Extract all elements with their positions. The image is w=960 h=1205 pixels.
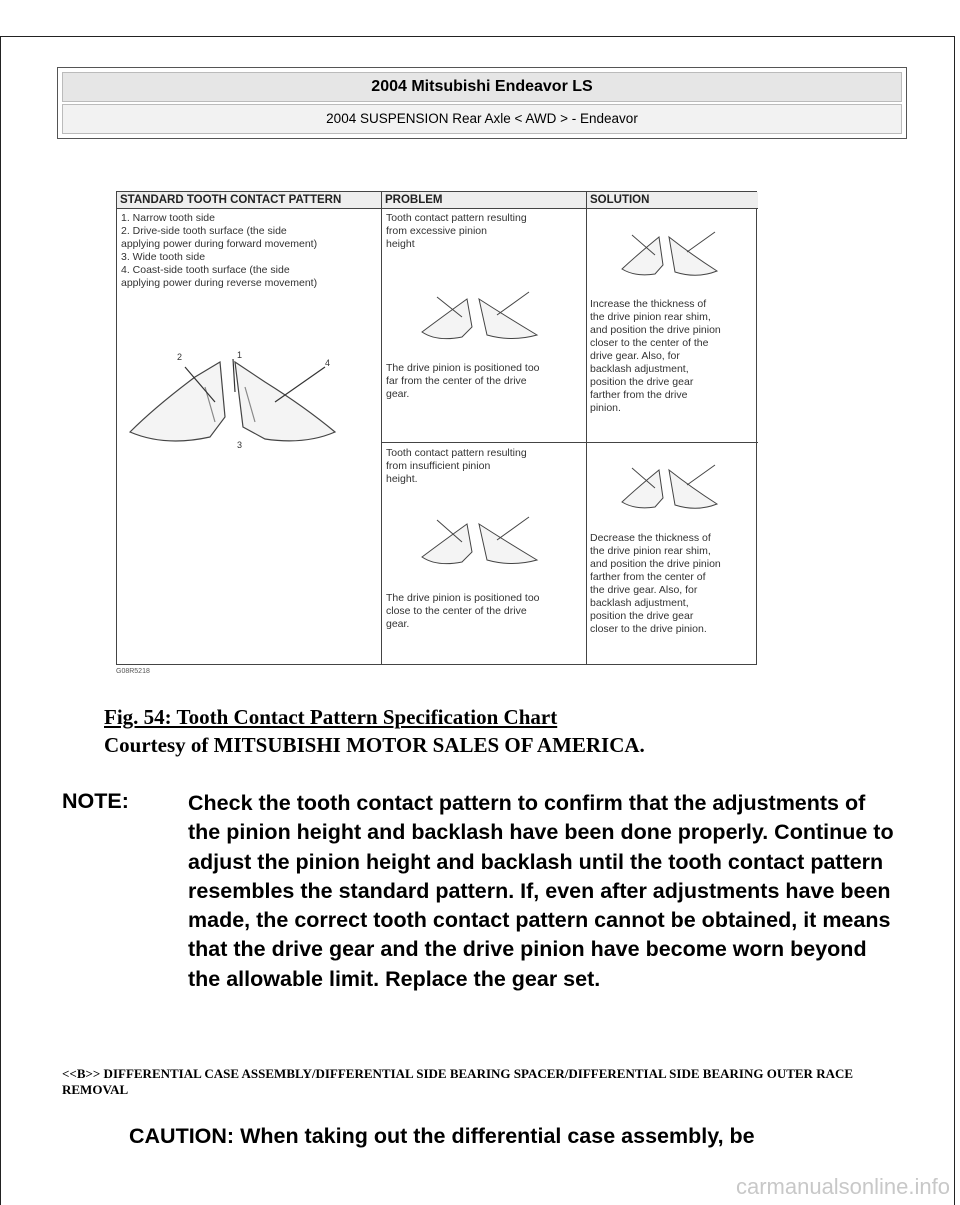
vehicle-title: 2004 Mitsubishi Endeavor LS — [62, 72, 902, 102]
note-text: Check the tooth contact pattern to confirm that the adjustments of the pinion height and backlash have been done properly. Continue to adjust the pinion height and backlash until the tooth contact pattern resembles the standard pattern. If, even after adjustments have been made, the correct tooth contact pattern cannot be obtained, it means that the drive gear and the drive pinion have become worn beyond the allowable limit. Replace the gear set. — [188, 791, 894, 991]
column-header-problem: PROBLEM — [382, 192, 587, 209]
problem-1-description: The drive pinion is positioned too far from the center of the drive gear. — [386, 362, 540, 400]
note-label: NOTE: — [62, 789, 129, 813]
watermark: carmanualsonline.info — [735, 1174, 950, 1199]
column-divider — [586, 192, 587, 664]
figure-courtesy: Courtesy of MITSUBISHI MOTOR SALES OF AMERICA. — [104, 733, 645, 757]
figure-caption-link[interactable]: Fig. 54: Tooth Contact Pattern Specification Chart — [104, 705, 558, 729]
callout-1: 1 — [237, 350, 243, 360]
document-header — [57, 67, 907, 139]
caution-text: CAUTION: When taking out the differential case assembly, be — [129, 1124, 755, 1148]
callout-4: 4 — [325, 358, 331, 368]
row-divider — [382, 442, 758, 443]
solution-1-text: Increase the thickness of the drive pinion rear shim, and position the drive pinion closer to the center of the drive gear. Also, for backlash adjustment, position the drive gear farther from the drive pinion. — [590, 298, 721, 414]
column-divider — [381, 192, 382, 664]
solution-1-tooth-diagram — [617, 227, 727, 282]
column-header-standard: STANDARD TOOTH CONTACT PATTERN — [117, 192, 382, 209]
column-header-solution: SOLUTION — [587, 192, 758, 209]
solution-2-text: Decrease the thickness of the drive pinion rear shim, and position the drive pinion farther from the center of the drive gear. Also, for backlash adjustment, position the drive gear closer to the drive pinion. — [590, 532, 721, 635]
tooth-contact-chart — [116, 191, 757, 665]
problem-2-heading: Tooth contact pattern resulting from insufficient pinion height. — [386, 447, 527, 485]
callout-3: 3 — [237, 440, 243, 450]
problem-1-tooth-diagram — [417, 287, 547, 347]
section-path: 2004 SUSPENSION Rear Axle < AWD > - Endeavor — [62, 104, 902, 134]
standard-pattern-legend: 1. Narrow tooth side 2. Drive-side tooth surface (the side applying power during forward movement) 3. Wide tooth side 4. Coast-side tooth surface (the side applying power during reverse movement) — [121, 212, 318, 289]
standard-tooth-diagram — [125, 347, 345, 457]
problem-2-tooth-diagram — [417, 512, 547, 572]
problem-1-heading: Tooth contact pattern resulting from excessive pinion height — [386, 212, 527, 250]
callout-2: 2 — [177, 352, 183, 362]
figure-code: G08R5218 — [116, 668, 150, 675]
solution-2-tooth-diagram — [617, 460, 727, 515]
section-heading: <<B>> DIFFERENTIAL CASE ASSEMBLY/DIFFERENTIAL SIDE BEARING SPACER/DIFFERENTIAL SIDE BEARING OUTER RACE REMOVAL — [62, 1066, 854, 1097]
problem-2-description: The drive pinion is positioned too close to the center of the drive gear. — [386, 592, 540, 630]
